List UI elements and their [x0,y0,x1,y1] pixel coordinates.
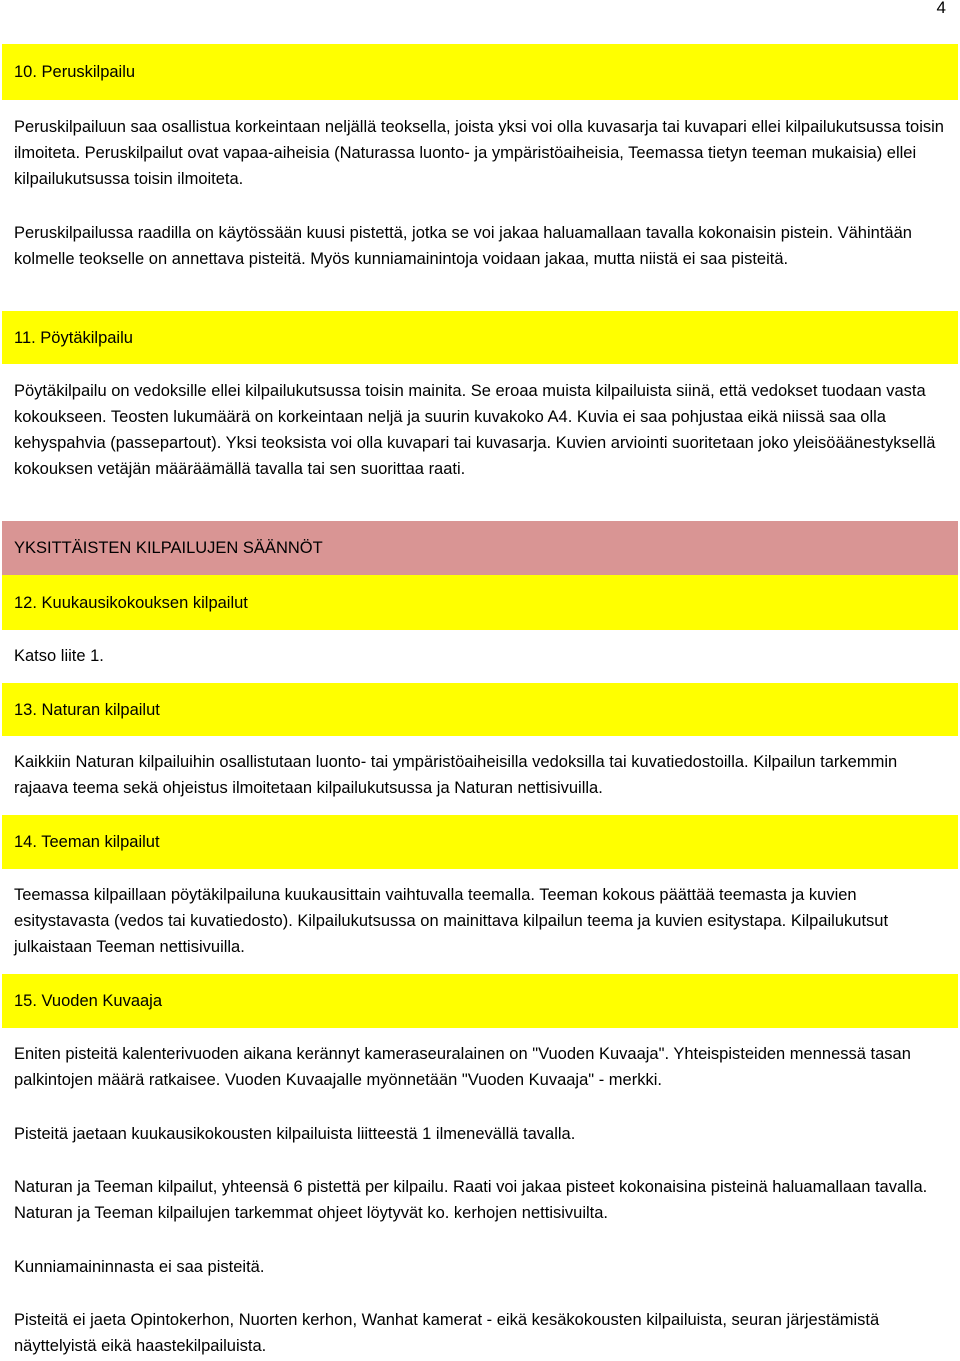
paragraph-10-2: Peruskilpailussa raadilla on käytössään kuusi pistettä, jotka se voi jakaa haluamallaan tavalla kokonaisin pistein. Vähintään kolmelle teokselle on annettava pisteitä. Myös kunniamainintoja voidaan jakaa, mutta niistä ei saa pisteitä. [14,224,912,268]
paragraph-13-1: Kaikkiin Naturan kilpailuihin osallistutaan luonto- tai ympäristöaiheisilla vedoksilla tai kuvatiedostoilla. Kilpailun tarkemmin rajaava teema sekä ohjeistus ilmoitetaan kilpailukutsussa ja Naturan nettisivuilla. [14,753,898,797]
heading-band-14 [2,815,958,869]
heading-teema: 14. Teeman kilpailut [14,833,160,851]
heading-band-11 [2,311,958,364]
paragraph-15-1: Eniten pisteitä kalenterivuoden aikana kerännyt kameraseuralainen on "Vuoden Kuvaaja". Yhteispisteiden mennessä tasan palkintojen määrä ratkaisee. Vuoden Kuvaajalle myönnetään "Vuoden Kuvaaja" - merkki. [14,1045,911,1089]
heading-band-12 [2,575,958,630]
paragraph-15-3: Naturan ja Teeman kilpailut, yhteensä 6 pistettä per kilpailu. Raati voi jakaa pisteet kokonaisina pisteinä haluamallaan tavalla. Naturan ja Teeman kilpailujen tarkemmat ohjeet löytyvät ko. kerhojen nettisivuilta. [14,1178,928,1222]
paragraph-10-1: Peruskilpailuun saa osallistua korkeintaan neljällä teoksella, joista yksi voi olla kuvasarja tai kuvapari ellei kilpailukutsussa toisin ilmoiteta. Peruskilpailut ovat vapaa-aiheisia (Naturassa luonto- ja ympäristöaiheisia, Teemassa tietyn teeman mukaisia) ellei kilpailukutsussa toisin ilmoiteta. [14,118,944,188]
section-title-band [2,521,958,575]
heading-vuoden-kuvaaja: 15. Vuoden Kuvaaja [14,992,163,1010]
section-title: YKSITTÄISTEN KILPAILUJEN SÄÄNNÖT [14,539,323,557]
heading-kuukausikokous: 12. Kuukausikokouksen kilpailut [14,593,248,612]
page-number: 4 [936,0,946,17]
paragraph-15-2: Pisteitä jaetaan kuukausikokousten kilpailuista liitteestä 1 ilmenevällä tavalla. [14,1125,576,1143]
paragraph-14-1: Teemassa kilpaillaan pöytäkilpailuna kuukausittain vaihtuvalla teemalla. Teeman kokous päättää teemasta ja kuvien esitystavasta (vedos tai kuvatiedosto). Kilpailukutsussa on mainittava kilpailun teema ja kuvien esitystapa. Kilpailukutsut julkaistaan Teeman nettisivuilla. [14,886,889,956]
heading-poytakilpailu: 11. Pöytäkilpailu [14,328,133,347]
heading-band-13 [2,683,958,736]
heading-band-10 [2,44,958,100]
heading-natura: 13. Naturan kilpailut [14,700,160,719]
paragraph-12-1: Katso liite 1. [14,647,104,665]
paragraph-11-1: Pöytäkilpailu on vedoksille ellei kilpailukutsussa toisin mainita. Se eroaa muista kilpailuista siinä, että vedokset tuodaan vasta kokoukseen. Teosten lukumäärä on korkeintaan neljä ja suurin kuvakoko A4. Kuvia ei saa pohjustaa eikä niissä saa olla kehyspahvia (passepartout). Yksi teoksista voi olla kuvapari tai kuvasarja. Kuvien arviointi suoritetaan joko yleisöäänestyksellä kokouksen vetäjän määräämällä tavalla tai sen suorittaa raati. [14,382,936,478]
paragraph-15-5: Pisteitä ei jaeta Opintokerhon, Nuorten kerhon, Wanhat kamerat - eikä kesäkokousten kilpailuista, seuran järjestämistä näyttelyistä eikä haastekilpailuista. [14,1311,880,1355]
heading-band-15 [2,974,958,1028]
heading-peruskilpailu: 10. Peruskilpailu [14,63,136,81]
paragraph-15-4: Kunniamaininnasta ei saa pisteitä. [14,1258,265,1276]
